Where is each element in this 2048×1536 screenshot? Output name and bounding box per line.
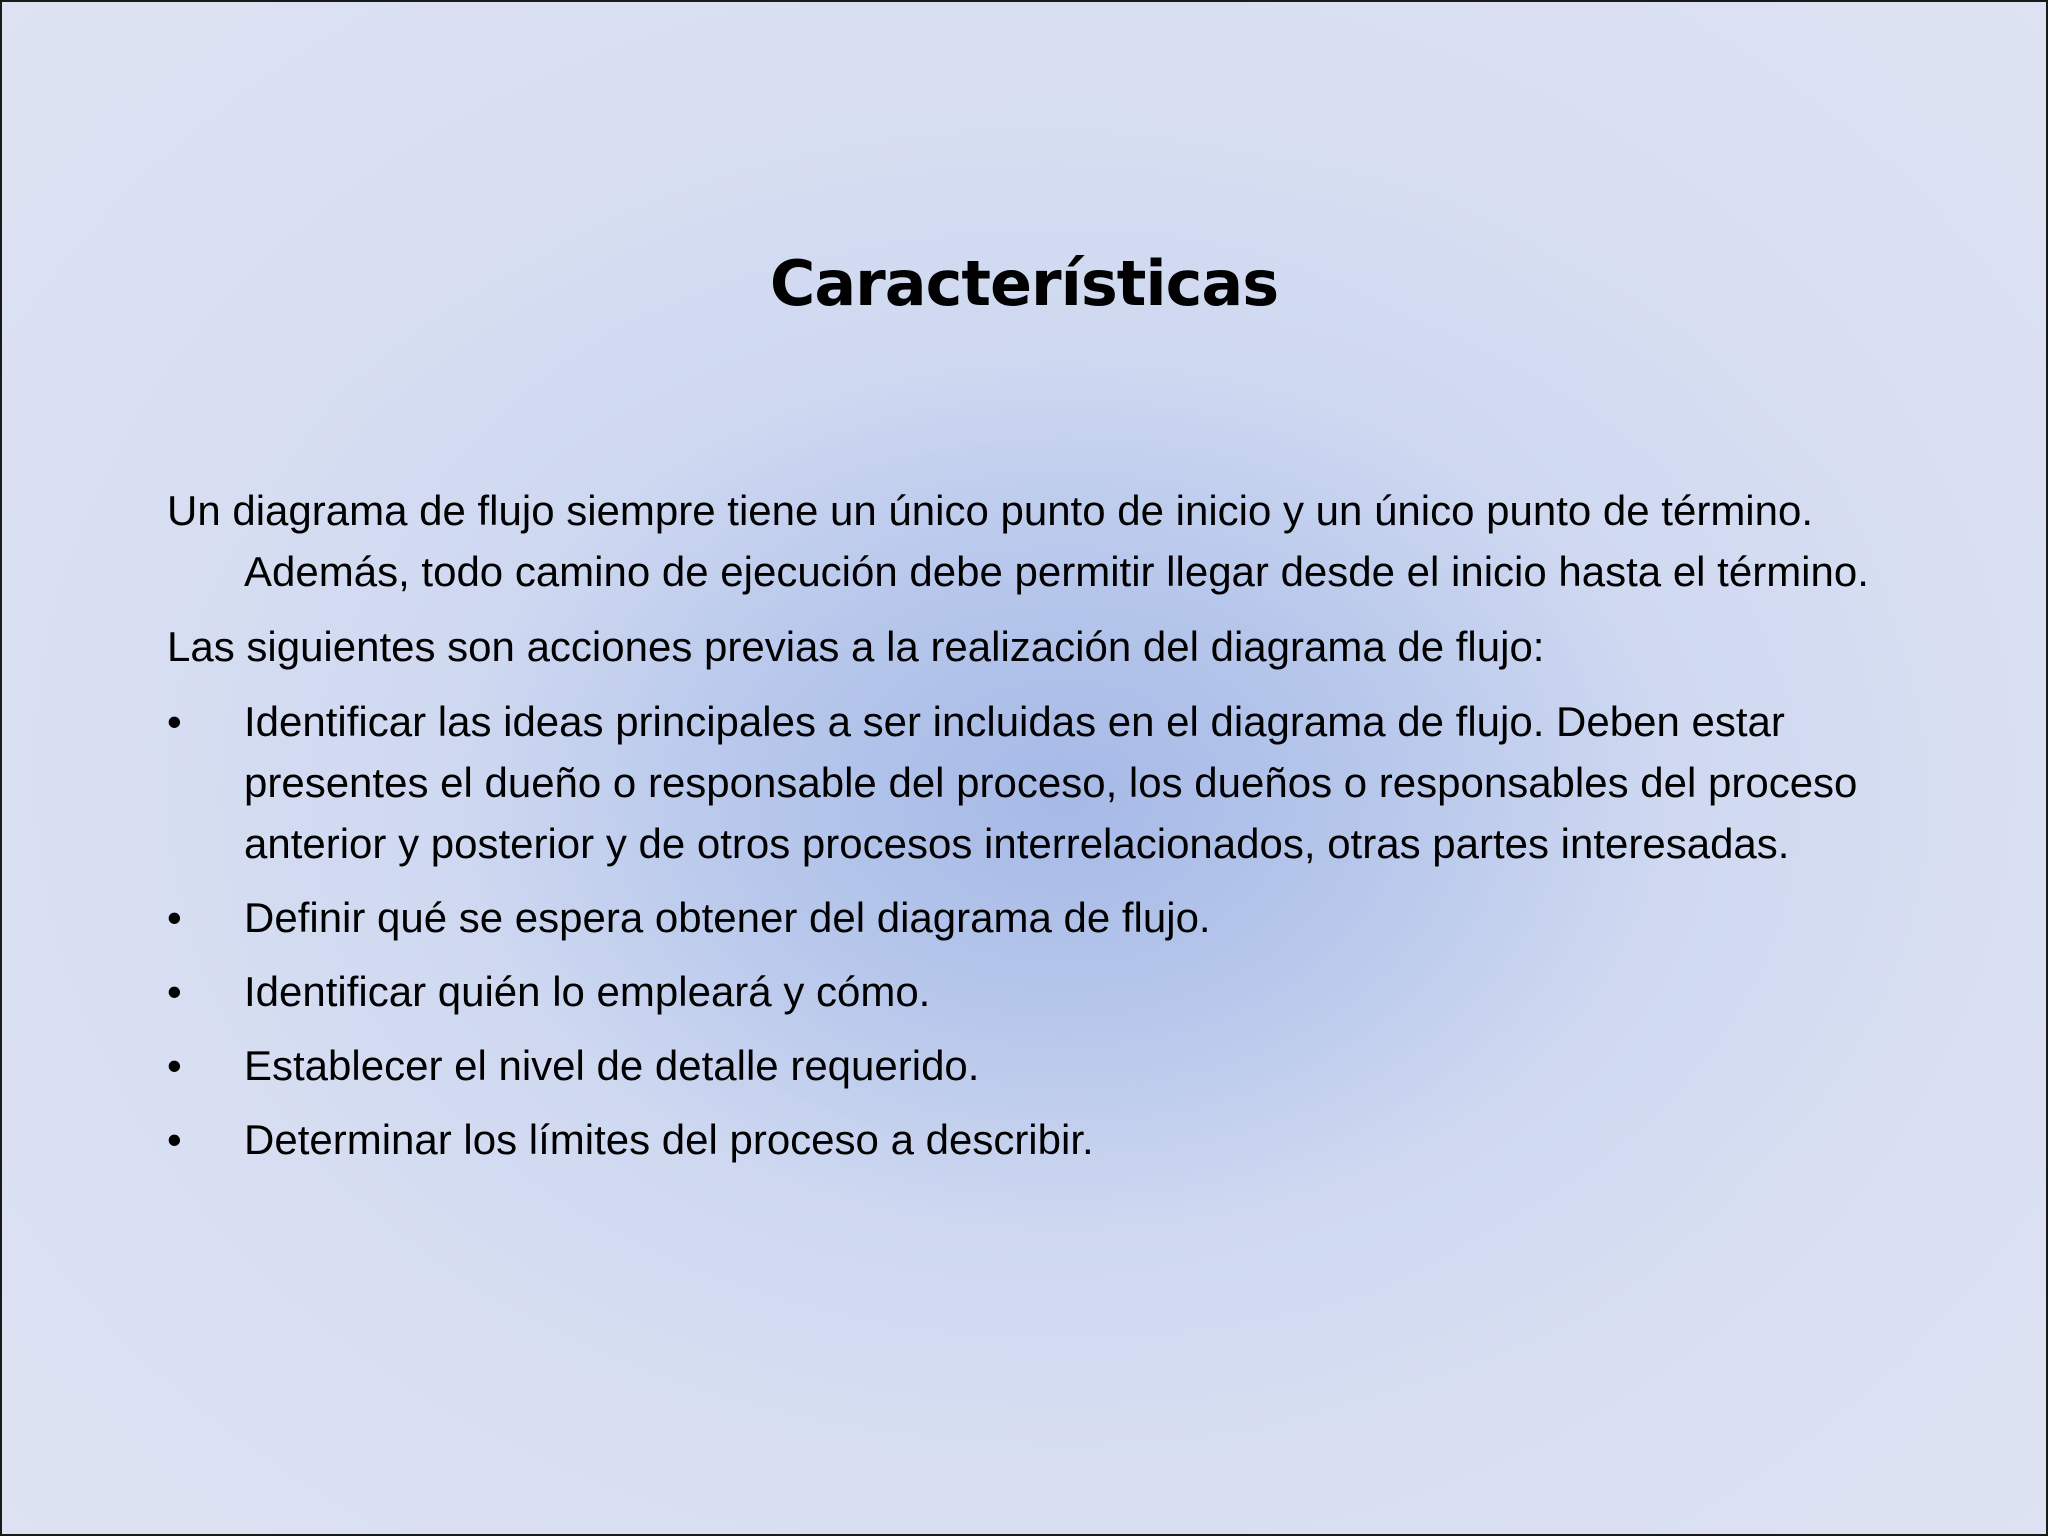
bullet-list [167,691,1967,1170]
bullet-icon: • [167,1116,182,1163]
list-item [167,1035,1967,1096]
bullet-icon: • [167,968,182,1015]
slide-body [167,480,1967,1183]
list-item-text: Identificar las ideas principales a ser incluidas en el diagrama de flujo. Deben estar presentes el dueño o responsable del proceso, los dueños o responsables del proceso anterior y posterior y de otros procesos interrelacionados, otras partes interesadas. [244,698,1858,867]
actions-intro-paragraph: Las siguientes son acciones previas a la realización del diagrama de flujo: [167,623,1545,670]
list-item-text: Identificar quién lo empleará y cómo. [244,968,931,1015]
list-item [167,961,1967,1022]
intro-paragraph: Un diagrama de flujo siempre tiene un único punto de inicio y un único punto de término. Además, todo camino de ejecución debe permitir llegar desde el inicio hasta el término. [167,487,1869,595]
list-item-text: Establecer el nivel de detalle requerido. [244,1042,980,1089]
list-item [167,691,1967,874]
slide-title: Características [769,247,1279,320]
bullet-icon: • [167,698,182,745]
list-item [167,887,1967,948]
bullet-icon: • [167,1042,182,1089]
list-item-text: Definir qué se espera obtener del diagrama de flujo. [244,894,1211,941]
list-item [167,1109,1967,1170]
bullet-icon: • [167,894,182,941]
list-item-text: Determinar los límites del proceso a describir. [244,1116,1094,1163]
